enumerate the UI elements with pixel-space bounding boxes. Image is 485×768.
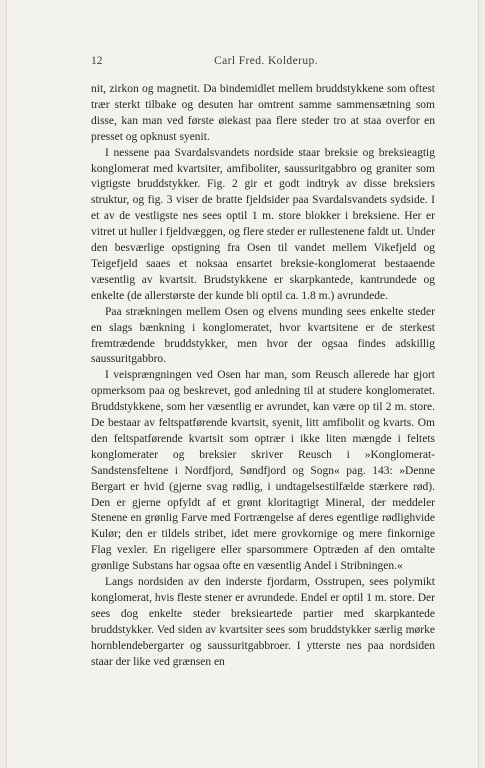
paragraph: I veisprængningen ved Osen har man, som Reusch allerede har gjort opmerksom paa og beskrevet, god anledning til at studere konglomeratet. Bruddstykkene, som her væsentlig er avrundet, kan være op til 2 m. store. De bestaar av feltspatførende kvartsit, syenit, litt amfibolit og kvarts. Om den feltspatførende kvartsit som optrær i ikke liten mængde i feltets konglomerater og breksier skriver Reusch i »Konglomerat-Sandstensfeltene i Nordfjord, Søndfjord og Sogn« pag. 143: »Denne Bergart er hvid (gjerne svag rødlig, i undtagelsestilfælde stærkere rød). Den er gjerne opfyldt af et grønt kloritagtigt Mineral, der meddeler Stenene en grønlig Farve med Fortrængelse af deres egentlige rødlighvide Kulør; den er tildels stribet, idet mere grovkornige og mere finkornige Flag vexler. En rigeligere eller sparsommere Optræden af den omtalte grønlige Substans har ogsaa ofte en væsentlig Andel i Stribningen.« [91, 369, 435, 573]
running-title: Carl Fred. Kolderup. [214, 55, 318, 67]
page-number: 12 [91, 55, 103, 67]
paragraph: Langs nordsiden av den inderste fjordarm, Osstrupen, sees polymikt konglomerat, hvis fleste stener er avrundede. Endel er optil 1 m. store. Der sees dog enkelte steder breksieartede partier med skarpkantede bruddstykker. Ved siden av kvartsiter sees som bruddstykker særlig mørke hornblendebergarter og saussuritgabbroer. I ytterste nes paa nordsiden staar der like ved grænsen en [91, 576, 435, 668]
document-page [6, 0, 479, 768]
paragraph: Paa strækningen mellem Osen og elvens munding sees enkelte steder en slags bænkning i konglomeratet, hvor kvartsitene er de sterkest fremtrædende bruddstykker, men hvor der ogsaa findes adskillig saussuritgabbro. [91, 305, 435, 366]
running-header [91, 55, 441, 71]
paragraph: I nessene paa Svardalsvandets nordside staar breksie og breksieagtig konglomerat med kvartsiter, amfiboliter, saussuritgabbro og graniter som vigtigste bruddstykker. Fig. 2 gir et godt indtryk av disse breksiers struktur, og fig. 3 viser de bratte fjeldsider paa Svardalsvandets sydside. I et av de vestligste nes sees optil 1 m. store blokker i breksiene. Her er vitret ut huller i fjeldvæggen, og flere steder er rullestenene faldt ut. Under den besværlige opstigning fra Osen til vandet mellem Vikefjeld og Teigefjeld saaes et noksaa ensartet breksie-konglomerat bestaaende væsentlig av kvartsit. Brudstykkene er skarpkantede, kantrundede og enkelte (de allerstørste der kunde bli optil ca. 1.8 m.) avrundede. [91, 146, 435, 302]
body-text [91, 82, 435, 671]
paragraph: nit, zirkon og magnetit. Da bindemidlet mellem bruddstykkene som oftest trær sterkt tilbake og desuten har omtrent samme sammensætning som disse, kan man ved første øiekast paa flere steder tro at staa overfor en presset og opknust syenit. [91, 83, 435, 143]
